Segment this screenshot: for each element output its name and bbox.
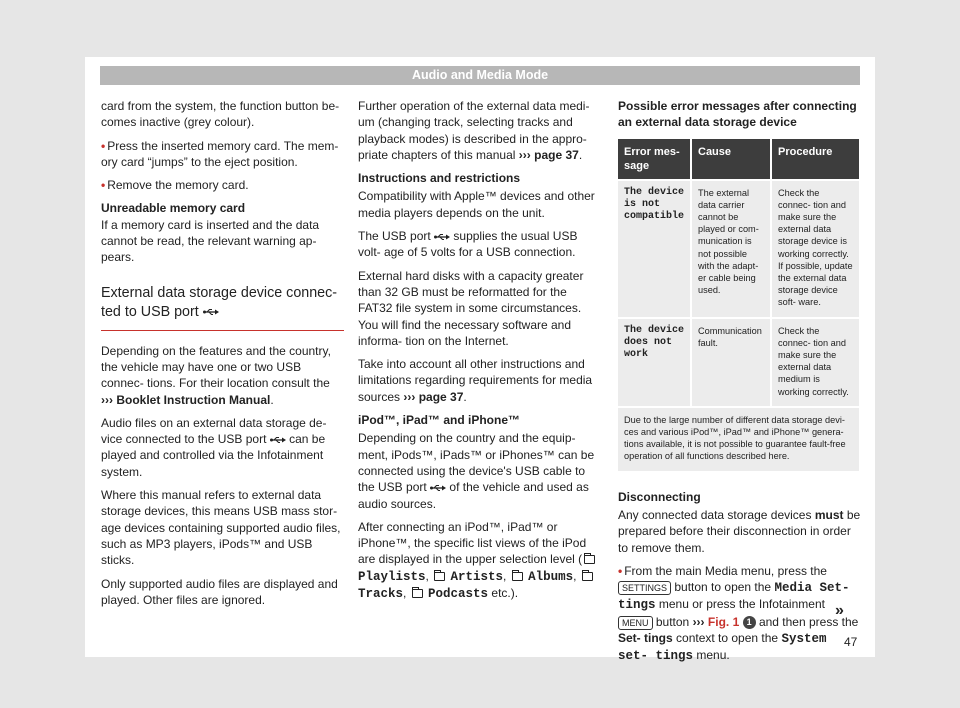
usb-icon — [203, 308, 219, 316]
continue-arrow-icon: » — [835, 602, 844, 619]
folder-icon — [412, 589, 423, 598]
bullet-item — [101, 138, 344, 171]
list-view-artists: Artists — [450, 569, 504, 584]
text: context to open the — [676, 631, 779, 646]
text: and then press the — [758, 614, 859, 629]
column-1 — [101, 98, 344, 615]
paragraph — [101, 415, 344, 480]
column-header: Cause — [691, 139, 771, 180]
text: . — [578, 147, 583, 162]
text: Depending on the country and the equip- ment, iPods™, iPads™ or iPhones™ can be connected using the device's USB cable to the USB port — [358, 431, 595, 495]
column-2 — [358, 98, 601, 609]
folder-icon — [582, 572, 593, 581]
paragraph: If a memory card is inserted and the data cannot be read, the relevant warning ap- pears. — [101, 217, 320, 265]
list-view-playlists: Playlists — [358, 569, 426, 584]
table-header-row — [618, 139, 859, 180]
figure-reference[interactable]: Fig. 1 — [707, 614, 740, 629]
paragraph — [358, 356, 601, 405]
table-row — [618, 180, 859, 318]
text: Further operation of the external data medi- um (changing track, selecting tracks and playback modes) is described in the appro- priate chapters of this manual — [358, 99, 590, 162]
separator: , — [425, 568, 433, 583]
list-view-podcasts: Podcasts — [428, 587, 489, 602]
text: button — [655, 614, 690, 629]
text: be prepared before their disconnection in order to remove them. — [618, 507, 861, 555]
error-code: The device is not compatible — [618, 180, 691, 318]
text: . — [463, 389, 467, 404]
list-view-tracks: Tracks — [358, 587, 404, 602]
separator: , — [573, 568, 580, 583]
text: The USB port — [358, 229, 431, 244]
media-settings-label: Media Set- tings — [618, 581, 850, 613]
bullet-icon: • — [101, 178, 106, 193]
paragraph: card from the system, the function button be- comes inactive (grey colour). — [101, 99, 340, 130]
error-procedure: Check the connec- tion and make sure the external data storage device is working correctly. If possible, update the external data storage device soft- ware. — [771, 180, 859, 318]
paragraph — [101, 343, 344, 408]
column-3 — [618, 98, 862, 672]
usb-icon — [430, 484, 446, 492]
paragraph: Where this manual refers to external data storage devices, this means USB mass stor- age devices containing supported audio files, such as MP3 players, iPods™ and USB sticks. — [101, 488, 341, 568]
settings-key[interactable]: SETTINGS — [618, 581, 671, 595]
error-cause: The external data carrier cannot be played or com- munication is not possible with the adapt- er cable being used. — [691, 180, 771, 318]
reference-arrow-icon: ››› — [518, 147, 531, 162]
folder-icon — [434, 572, 445, 581]
page-number: 47 — [844, 635, 858, 649]
subheading-instructions: Instructions and restrictions — [358, 171, 521, 186]
text: supplies the usual USB volt- age of 5 volts for a USB connection. — [358, 229, 578, 260]
bullet-text: Remove the memory card. — [107, 178, 249, 193]
paragraph — [618, 507, 862, 556]
page-reference[interactable]: page 37 — [418, 389, 464, 404]
subheading-ipod: iPod™, iPad™ and iPhone™ — [358, 413, 521, 428]
usb-icon — [270, 436, 286, 444]
paragraph: Only supported audio files are displayed and played. Other files are ignored. — [101, 576, 338, 607]
error-table — [618, 139, 859, 471]
bullet-item — [618, 563, 862, 665]
text: Any connected data storage devices — [618, 507, 812, 522]
bullet-icon: • — [101, 138, 106, 153]
table-row — [618, 318, 859, 407]
menu-key[interactable]: MENU — [618, 616, 653, 630]
folder-icon — [584, 555, 595, 564]
subheading-errors: Possible error messages after connecting an external data storage device — [618, 99, 857, 130]
column-header: Procedure — [771, 139, 859, 180]
subheading-disconnecting: Disconnecting — [618, 489, 701, 504]
paragraph: Compatibility with Apple™ devices and other media players depends on the unit. — [358, 189, 595, 220]
text: Audio files on an external data storage de- vice connected to the USB port — [101, 415, 327, 447]
text: After connecting an iPod™, iPad™ or iPhone™, the specific list views of the iPod are displayed in the upper selection level ( — [358, 519, 587, 567]
list-view-albums: Albums — [528, 569, 574, 584]
error-code: The device does not work — [618, 318, 691, 407]
settings-context-label: Set- tings — [618, 631, 673, 646]
text: can be played and controlled via the Infotainment system. — [101, 432, 326, 479]
paragraph — [358, 519, 601, 602]
text: From the main Media menu, press the — [624, 563, 827, 578]
text: Take into account all other instructions and limitations regarding requirements for media sources — [358, 357, 593, 404]
reference-arrow-icon: ››› — [403, 389, 416, 404]
paragraph — [358, 228, 601, 261]
column-header: Error mes- sage — [618, 139, 691, 180]
text: etc.). — [491, 586, 519, 601]
paragraph — [358, 430, 601, 511]
paragraph — [358, 98, 601, 163]
table-note: Due to the large number of different data storage devi- ces and various iPod™, iPad™ and iPhone™ genera- tions available, it is not possible to guarantee fault-free operation of all functions described here. — [618, 407, 859, 471]
subheading-unreadable: Unreadable memory card — [101, 201, 246, 216]
text: . — [270, 392, 274, 407]
chapter-header: Audio and Media Mode — [100, 66, 860, 85]
emphasis: must — [814, 507, 844, 522]
system-settings-label: System set- tings — [618, 632, 827, 664]
bullet-icon: • — [618, 563, 623, 578]
section-heading-usb — [101, 284, 344, 331]
bullet-item — [101, 177, 344, 193]
text: menu. — [696, 648, 730, 663]
bullet-text: Press the inserted memory card. The mem- ory card “jumps” to the eject position. — [101, 138, 339, 169]
booklet-reference[interactable]: Booklet Instruction Manual — [116, 392, 271, 407]
callout-badge: 1 — [743, 616, 756, 629]
text: of the vehicle and used as audio sources. — [358, 480, 589, 511]
paragraph: External hard disks with a capacity greater than 32 GB must be reformatted for the FAT32 file system in some circumstances. You will find the necessary software and informa- tion on the Internet. — [358, 268, 584, 348]
separator: , — [403, 586, 410, 601]
error-procedure: Check the connec- tion and make sure the external data medium is working correctly. — [771, 318, 859, 407]
reference-arrow-icon: ››› — [692, 614, 705, 629]
table-note-row — [618, 407, 859, 471]
page-reference[interactable]: page 37 — [534, 147, 579, 162]
text: menu or press the Infotainment — [658, 597, 825, 612]
usb-icon — [434, 233, 450, 241]
text: button to open the — [674, 580, 772, 595]
separator: , — [503, 568, 510, 583]
text: Depending on the features and the country, the vehicle may have one or two USB connec- tions. For their location consult the — [101, 343, 331, 391]
heading-text: External data storage device connec- ted to USB port — [101, 284, 338, 320]
error-cause: Communication fault. — [691, 318, 771, 407]
reference-arrow-icon: ››› — [101, 392, 113, 407]
folder-icon — [512, 572, 523, 581]
